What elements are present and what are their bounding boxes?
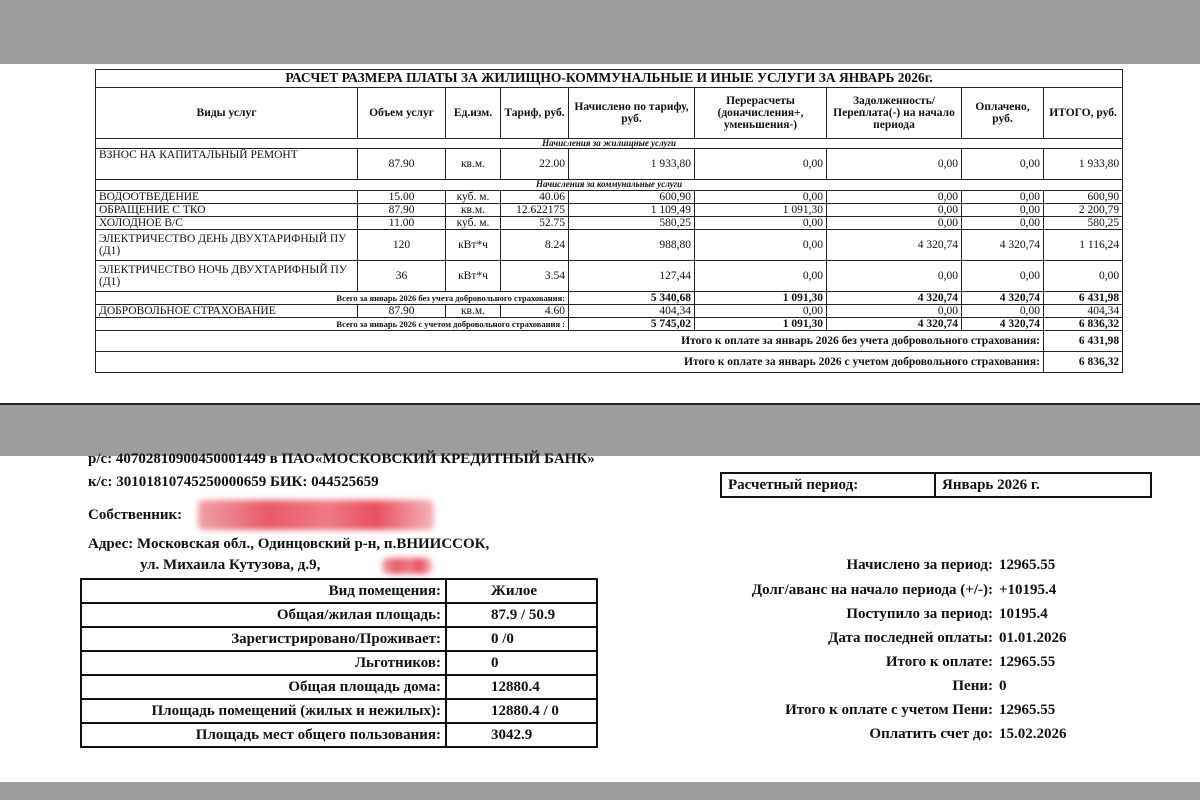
cell: 988,80 xyxy=(569,230,695,261)
table-row xyxy=(96,149,1123,180)
service-name: ЭЛЕКТРИЧЕСТВО ДЕНЬ ДВУХТАРИФНЫЙ ПУ (Д1) xyxy=(96,230,358,261)
cell: 1 091,30 xyxy=(695,203,827,216)
section-utilities: Начисления за коммунальные услуги xyxy=(96,180,1123,190)
cell: куб. м. xyxy=(446,217,501,230)
summary-value: 12965.55 xyxy=(999,557,1056,573)
property-label: Общая/жилая площадь: xyxy=(81,603,446,627)
col-header: Оплачено, руб. xyxy=(962,88,1044,139)
table-title: РАСЧЕТ РАЗМЕРА ПЛАТЫ ЗА ЖИЛИЩНО-КОММУНАЛЬНЫЕ И ИНЫЕ УСЛУГИ ЗА ЯНВАРЬ 2026г. xyxy=(96,70,1123,88)
summary-label: Пени: xyxy=(952,678,993,694)
cell: 1 109,49 xyxy=(569,203,695,216)
property-row xyxy=(81,699,597,723)
cell: кВт*ч xyxy=(446,230,501,261)
cell: кв.м. xyxy=(446,203,501,216)
bank-account-line: р/с: 40702810900450001449 в ПАО«МОСКОВСКИЙ КРЕДИТНЫЙ БАНК» xyxy=(88,451,595,467)
service-name: ВЗНОС НА КАПИТАЛЬНЫЙ РЕМОНТ xyxy=(96,149,358,180)
cell: 600,90 xyxy=(1044,190,1123,203)
table-row xyxy=(96,261,1123,292)
cell: 87.90 xyxy=(358,149,446,180)
cell: 2 200,79 xyxy=(1044,203,1123,216)
cell: 0,00 xyxy=(695,190,827,203)
property-label: Площадь помещений (жилых и нежилых): xyxy=(81,699,446,723)
summary-label: Начислено за период: xyxy=(846,557,993,573)
cell: 0,00 xyxy=(827,261,962,292)
cell: 87.90 xyxy=(358,203,446,216)
grand-total-label: Итого к оплате за январь 2026 с учетом добровольного страхования: xyxy=(96,352,1044,373)
cell: 0,00 xyxy=(962,305,1044,318)
cell: 4 320,74 xyxy=(827,230,962,261)
cell: 1 091,30 xyxy=(695,292,827,305)
property-row xyxy=(81,675,597,699)
cell: 0,00 xyxy=(827,149,962,180)
total-row-without-insurance xyxy=(96,292,1123,305)
period-label: Расчетный период: xyxy=(721,473,935,497)
service-name: ДОБРОВОЛЬНОЕ СТРАХОВАНИЕ xyxy=(96,305,358,318)
total-label: Всего за январь 2026 с учетом добровольного страхования : xyxy=(96,318,569,331)
cell: куб. м. xyxy=(446,190,501,203)
cell: 0,00 xyxy=(1044,261,1123,292)
cell: 127,44 xyxy=(569,261,695,292)
cell: кВт*ч xyxy=(446,261,501,292)
summary-value: 01.01.2026 xyxy=(999,630,1067,646)
col-header: Задолженность/ Переплата(-) на начало периода xyxy=(827,88,962,139)
cell: 600,90 xyxy=(569,190,695,203)
grand-total-row xyxy=(96,331,1123,352)
cell: 0,00 xyxy=(962,190,1044,203)
col-header: Виды услуг xyxy=(96,88,358,139)
owner-label: Собственник: xyxy=(88,507,183,523)
summary-label: Итого к оплате: xyxy=(885,654,993,670)
property-value: 3042.9 xyxy=(446,723,597,747)
col-header: Тариф, руб. xyxy=(501,88,569,139)
summary-label: Долг/аванс на начало периода (+/-): xyxy=(751,582,993,598)
cell: 0,00 xyxy=(695,261,827,292)
cell: 404,34 xyxy=(569,305,695,318)
grand-total-value: 6 431,98 xyxy=(1044,331,1123,352)
cell: 580,25 xyxy=(1044,217,1123,230)
cell: 404,34 xyxy=(1044,305,1123,318)
summary-label: Итого к оплате с учетом Пени: xyxy=(785,702,993,718)
property-label: Льготников: xyxy=(81,651,446,675)
col-header: ИТОГО, руб. xyxy=(1044,88,1123,139)
table-row xyxy=(96,203,1123,216)
property-value: 87.9 / 50.9 xyxy=(446,603,597,627)
cell: 36 xyxy=(358,261,446,292)
cell: 52.75 xyxy=(501,217,569,230)
address-line-2: ул. Михаила Кутузова, д.9, xyxy=(140,557,321,573)
property-row xyxy=(81,579,597,603)
total-row-with-insurance xyxy=(96,318,1123,331)
cell: 4 320,74 xyxy=(962,230,1044,261)
top-gray-band xyxy=(0,0,1200,64)
section-housing: Начисления за жилищные услуги xyxy=(96,139,1123,149)
cell: 0,00 xyxy=(695,305,827,318)
bottom-gray-band xyxy=(0,782,1200,800)
property-row xyxy=(81,651,597,675)
cell: 580,25 xyxy=(569,217,695,230)
service-name: ХОЛОДНОЕ В/С xyxy=(96,217,358,230)
property-value: 0 /0 xyxy=(446,627,597,651)
address-line-1: Адрес: Московская обл., Одинцовский р-н, п.ВНИИССОК, xyxy=(88,536,490,552)
table-row xyxy=(96,230,1123,261)
cell: 6 836,32 xyxy=(1044,318,1123,331)
redacted-owner-name xyxy=(198,500,434,530)
cell: 5 745,02 xyxy=(569,318,695,331)
cell: 8.24 xyxy=(501,230,569,261)
charges-table xyxy=(95,69,1123,373)
property-value: 12880.4 / 0 xyxy=(446,699,597,723)
property-value: 12880.4 xyxy=(446,675,597,699)
cell: 40.06 xyxy=(501,190,569,203)
bank-corr-line: к/с: 30101810745250000659 БИК: 044525659 xyxy=(88,474,379,490)
service-name: ЭЛЕКТРИЧЕСТВО НОЧЬ ДВУХТАРИФНЫЙ ПУ (Д1) xyxy=(96,261,358,292)
cell: 0,00 xyxy=(962,149,1044,180)
cell: 4.60 xyxy=(501,305,569,318)
section-divider xyxy=(0,403,1200,405)
cell: 11.00 xyxy=(358,217,446,230)
table-row xyxy=(96,217,1123,230)
property-label: Площадь мест общего пользования: xyxy=(81,723,446,747)
summary-value: +10195.4 xyxy=(999,582,1057,598)
cell: 12.622175 xyxy=(501,203,569,216)
cell: 0,00 xyxy=(827,217,962,230)
cell: 0,00 xyxy=(695,149,827,180)
cell: 4 320,74 xyxy=(827,318,962,331)
property-label: Вид помещения: xyxy=(81,579,446,603)
billing-period-box xyxy=(720,472,1152,498)
cell: 0,00 xyxy=(962,261,1044,292)
cell: 120 xyxy=(358,230,446,261)
cell: 0,00 xyxy=(962,217,1044,230)
col-header: Ед.изм. xyxy=(446,88,501,139)
cell: 4 320,74 xyxy=(962,318,1044,331)
table-row xyxy=(96,190,1123,203)
property-value: Жилое xyxy=(446,579,597,603)
total-label: Всего за январь 2026 без учета добровольного страхования: xyxy=(96,292,569,305)
cell: 5 340,68 xyxy=(569,292,695,305)
period-value: Январь 2026 г. xyxy=(935,473,1151,497)
table-row xyxy=(96,305,1123,318)
cell: кв.м. xyxy=(446,305,501,318)
property-label: Общая площадь дома: xyxy=(81,675,446,699)
col-header: Начислено по тарифу, руб. xyxy=(569,88,695,139)
cell: 4 320,74 xyxy=(827,292,962,305)
cell: 6 431,98 xyxy=(1044,292,1123,305)
service-name: ОБРАЩЕНИЕ С ТКО xyxy=(96,203,358,216)
grand-total-label: Итого к оплате за январь 2026 без учета добровольного страхования: xyxy=(96,331,1044,352)
cell: кв.м. xyxy=(446,149,501,180)
property-row xyxy=(81,627,597,651)
property-info-table xyxy=(80,578,598,748)
summary-label: Оплатить счет до: xyxy=(869,726,993,742)
cell: 4 320,74 xyxy=(962,292,1044,305)
property-row xyxy=(81,603,597,627)
cell: 0,00 xyxy=(695,217,827,230)
cell: 3.54 xyxy=(501,261,569,292)
col-header: Перерасчеты (доначисления+, уменьшения-) xyxy=(695,88,827,139)
cell: 0,00 xyxy=(695,230,827,261)
service-name: ВОДООТВЕДЕНИЕ xyxy=(96,190,358,203)
summary-value: 15.02.2026 xyxy=(999,726,1067,742)
cell: 0,00 xyxy=(962,203,1044,216)
cell: 1 116,24 xyxy=(1044,230,1123,261)
summary-value: 12965.55 xyxy=(999,654,1056,670)
summary-value: 12965.55 xyxy=(999,702,1056,718)
property-label: Зарегистрировано/Проживает: xyxy=(81,627,446,651)
summary-value: 10195.4 xyxy=(999,606,1048,622)
summary-label: Поступило за период: xyxy=(846,606,993,622)
cell: 0,00 xyxy=(827,190,962,203)
header-row xyxy=(96,88,1123,139)
cell: 22.00 xyxy=(501,149,569,180)
redacted-apartment xyxy=(382,558,432,574)
property-value: 0 xyxy=(446,651,597,675)
col-header: Объем услуг xyxy=(358,88,446,139)
cell: 15.00 xyxy=(358,190,446,203)
summary-label: Дата последней оплаты: xyxy=(828,630,993,646)
cell: 1 933,80 xyxy=(1044,149,1123,180)
middle-gray-band xyxy=(0,404,1200,456)
cell: 1 933,80 xyxy=(569,149,695,180)
grand-total-value: 6 836,32 xyxy=(1044,352,1123,373)
property-row xyxy=(81,723,597,747)
grand-total-row xyxy=(96,352,1123,373)
cell: 0,00 xyxy=(827,203,962,216)
summary-value: 0 xyxy=(999,678,1007,694)
cell: 0,00 xyxy=(827,305,962,318)
cell: 87.90 xyxy=(358,305,446,318)
cell: 1 091,30 xyxy=(695,318,827,331)
